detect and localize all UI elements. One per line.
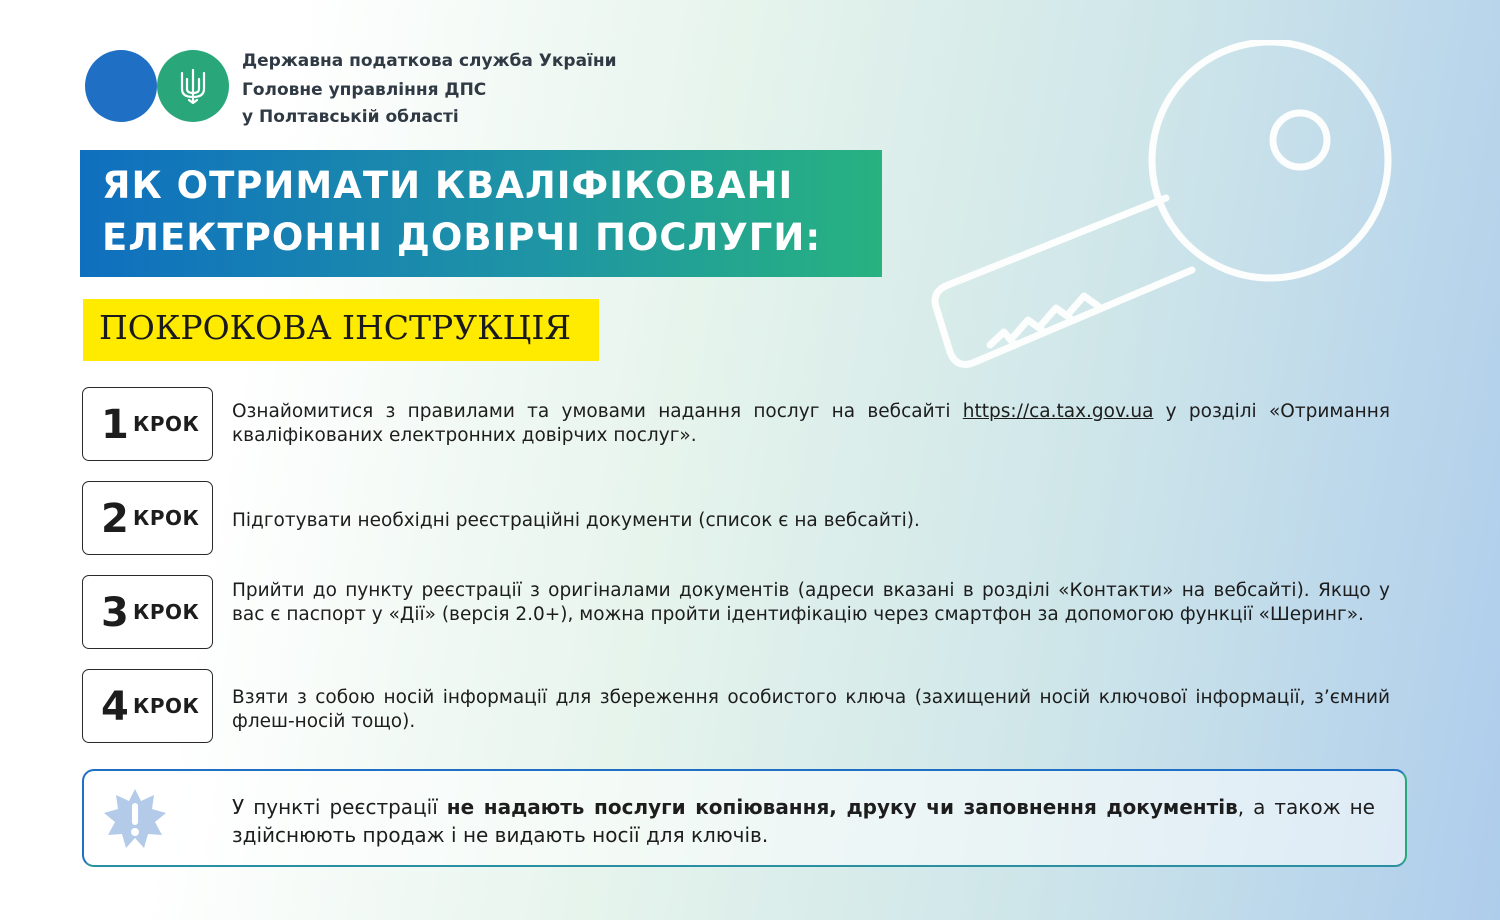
- page-title-line-2: ЕЛЕКТРОННІ ДОВІРЧІ ПОСЛУГИ:: [102, 216, 822, 259]
- key-icon: [930, 40, 1400, 380]
- organization-name: [242, 48, 617, 131]
- subtitle: ПОКРОКОВА ІНСТРУКЦІЯ: [99, 308, 572, 347]
- step-4-text: Взяти з собою носій інформації для збереження особистого ключа (захищений носій ключової інформації, з’ємний флеш-носій тощо).: [232, 687, 1390, 732]
- step-2-badge: [82, 481, 213, 555]
- step-label: КРОК: [133, 506, 200, 530]
- org-line-1: Державна податкова служба України: [242, 51, 617, 71]
- step-1-text-after: у розділі «Отримання кваліфікованих електронних довірчих послуг».: [232, 401, 1390, 446]
- step-4-badge: [82, 669, 213, 743]
- title-banner: [80, 150, 882, 277]
- subtitle-banner: [83, 299, 599, 361]
- step-3-badge: [82, 575, 213, 649]
- step-number: 4: [101, 684, 129, 730]
- page-title-line-1: ЯК ОТРИМАТИ КВАЛІФІКОВАНІ: [102, 164, 794, 207]
- step-1-text: [232, 400, 1390, 448]
- org-line-2: Головне управління ДПС: [242, 80, 487, 100]
- exclamation-burst-icon: [102, 787, 168, 851]
- step-2-text: Підготувати необхідні реєстраційні документи (список є на вебсайті).: [232, 510, 920, 531]
- step-number: 3: [101, 590, 129, 636]
- step-number: 1: [101, 402, 129, 448]
- notice-part-1: У пункті реєстрації: [232, 795, 447, 819]
- logo-circle-blue: [85, 50, 157, 122]
- notice-box: [82, 769, 1407, 867]
- trident-icon: [178, 67, 208, 105]
- website-link[interactable]: https://ca.tax.gov.ua: [962, 401, 1154, 422]
- notice-part-2: , а також не здійснюють продаж і не видають носії для ключів.: [232, 795, 1375, 847]
- org-line-3: у Полтавській області: [242, 107, 459, 127]
- step-label: КРОК: [133, 694, 200, 718]
- notice-bold: не надають послуги копіювання, друку чи заповнення документів: [446, 795, 1238, 819]
- step-number: 2: [101, 496, 129, 542]
- step-label: КРОК: [133, 412, 200, 436]
- notice-text: [232, 793, 1375, 849]
- step-label: КРОК: [133, 600, 200, 624]
- step-1-badge: [82, 387, 213, 461]
- step-3-text: Прийти до пункту реєстрації з оригіналами документів (адреси вказані в розділі «Контакти» на вебсайті). Якщо у вас є паспорт у «Дії» (версія 2.0+), можна пройти ідентифікацію через смартфон за допомогою функції «Шеринг».: [232, 580, 1390, 625]
- step-1-text-before: Ознайомитися з правилами та умовами надання послуг на вебсайті: [232, 401, 963, 422]
- logo-circle-green: [157, 50, 229, 122]
